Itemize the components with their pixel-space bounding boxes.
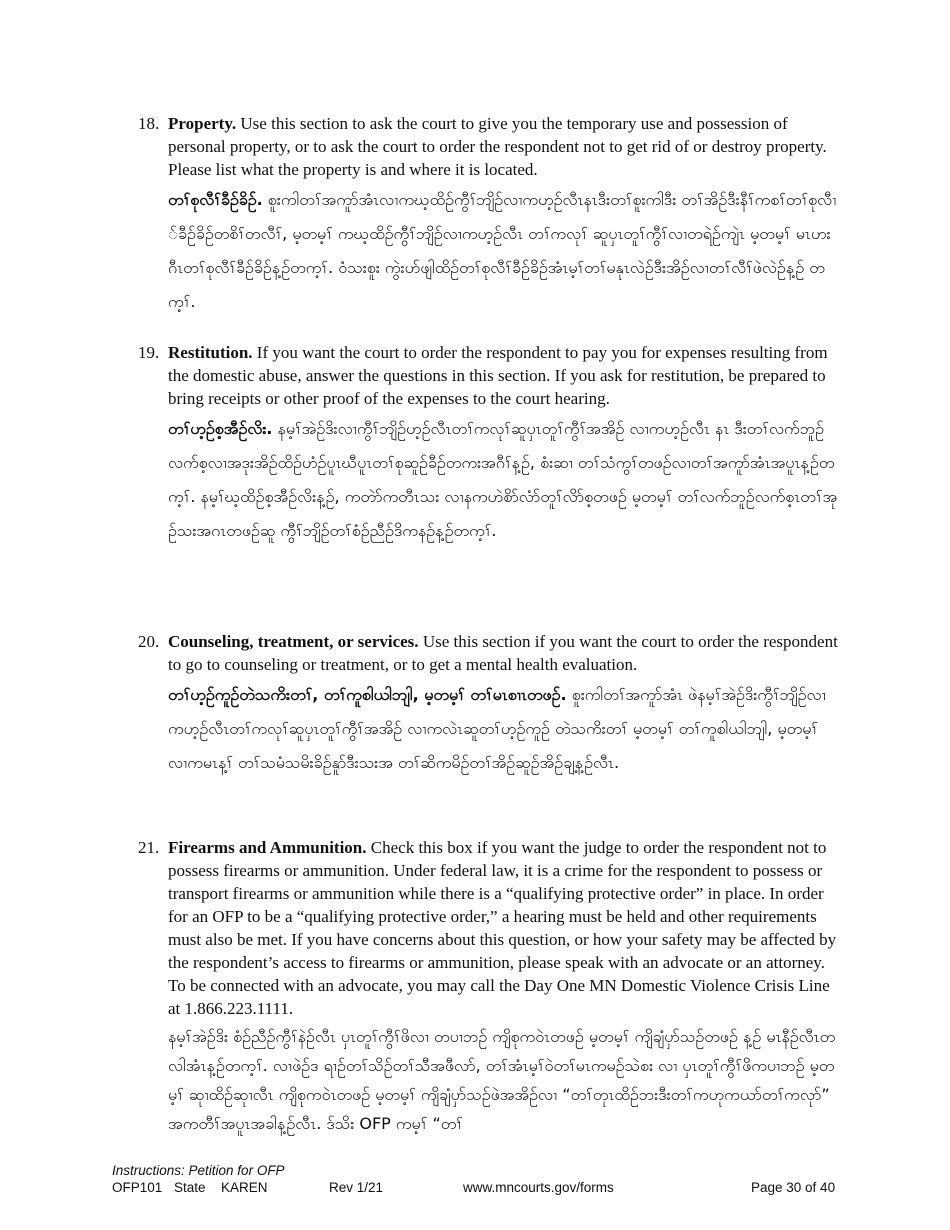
footer-state: State [174,1180,206,1195]
section-description: If you want the court to order the respondent to pay you for expenses resulting from the domestic abuse, answer the questions in this section. If you ask for restitution, be prepared to bring receipts or other proof of the expenses to the court hearing. [168,343,828,408]
section-karen-heading: တၢ်ဟ့ဉ်ကူဉ်တဲသကိးတၢ်, တၢ်ကူစါယါဘျါ, မ့တမ့ၢ် တၢ်မၤစၢၤတဖဉ်. [168,685,567,704]
section-counseling [138,630,838,780]
section-firearms [138,836,838,1138]
section-heading: Restitution. [168,343,253,362]
section-karen-description: စူးကါတၢ်အကူာ်အံၤလၢကဃ့ထိဉ်ကွီၢ်ဘျိဉ်လၢကဟ့ဉ်လီၤနၤဒီးတၢ်စူးကါဒီး တၢ်အိဉ်ဒီးနီၢ်ကစၢ်တၢ်စုလီၢ်ခီဉ်ခိဉ်တစိၢ်တလီၢ်, မ့တမ့ၢ် ကဃ့ထိဉ်ကွီၢ်ဘျိဉ်လၢကဟ့ဉ်လီၤ တၢ်ကလုၢ် ဆူပှၤတူၢ်ကွီၢ်လၢတရဲဉ်ကျဲၤ မ့တမ့ၢ် မၤဟးဂီၤတၢ်စုလီၢ်ခီဉ်ခိဉ်န့ဉ်တက့ၢ်. ဝံသးစူး ကွဲးဟ်ဖျါထိဉ်တၢ်စုလီၢ်ခီဉ်ခိဉ်အံၤမ့ၢ်တၢ်မနုၤလဲဉ်ဒီးအိဉ်လၢတၢ်လီၢ်ဖဲလဲဉ်န့ဉ် တက့ၢ်. [168,190,837,311]
section-karen-text [168,678,838,780]
footer-title: Instructions: Petition for OFP [112,1163,285,1178]
section-number: 18. [138,114,160,133]
section-heading: Property. [168,114,237,133]
section-number: 20. [138,632,160,651]
section-english-text [168,341,838,410]
footer-revision: Rev 1/21 [329,1180,384,1195]
section-english-text [168,630,838,676]
section-heading: Firearms and Ammunition. [168,838,367,857]
footer-meta-row [112,1180,842,1198]
section-description: Use this section to ask the court to give you the temporary use and possession of personal property, or to ask the court to order the respondent not to get rid of or destroy property. Please list what the property is and where it is located. [168,114,827,179]
footer-form-code: OFP101 [112,1180,163,1195]
section-karen-heading: တၢ်ဟ့ဉ်စ့အီဉ်လိး. [168,419,273,438]
section-karen-text [168,183,838,319]
section-karen-heading: တၢ်စုလီၢ်ခီဉ်ခိဉ်. [168,190,263,209]
footer-page-number: Page 30 of 40 [751,1180,836,1195]
footer-url: www.mncourts.gov/forms [463,1180,614,1195]
section-karen-text [168,1022,838,1138]
section-karen-description: နမ့ၢ်အဲဉ်ဒိးလၢကွီၢ်ဘျိဉ်ဟ့ဉ်လီၤတၢ်ကလုၢ်ဆူပှၤတူၢ်ကွီၢ်အအိဉ် လၢကဟ့ဉ်လီၤ နၤ ဒီးတၢ်လက်ဘူဉ်လက်စ့လၢအဒုးအိဉ်ထိဉ်ဟံဉ်ပူၤဃီပူၤတၢ်စုဆူဉ်ခီဉ်တကးအဂီၢ်န့ဉ်, စံးဆၢ တၢ်သံကွၢ်တဖဉ်လၢတၢ်အကူာ်အံၤအပူၤန့ဉ်တက့ၢ်. နမ့ၢ်ဃ့ထိဉ်စ့အီဉ်လိးန့ဉ်, ကတဲာ်ကတီၤသး လၢနကဟဲစိာ်လံာ်တူၢ်လိာ်စ့တဖဉ် မ့တမ့ၢ် တၢ်လက်ဘူဉ်လက်စ့ၤတၢ်အုဉ်သးအဂၤတဖဉ်ဆူ ကွီၢ်ဘျိဉ်တၢ်စံဉ်ညီဉ်ဒိကနဉ်န့ဉ်တက့ၢ်. [168,419,838,540]
section-number: 21. [138,838,160,857]
section-karen-description: နမ့ၢ်အဲဉ်ဒိး စံဉ်ညီဉ်ကွီၢ်နဲဉ်လီၤ ပှၤတူၢ်ကွီၢ်ဖိလၢ တပၢဘဉ် ကျိစုကဝဲၤတဖဉ် မ့တမ့ၢ် ကျိချံပှာ်သဉ်တဖဉ် န့ဉ် မၤနီဉ်လီၤတလါအံၤန့ဉ်တက့ၢ်. လၢဖဲဉ်ဒ ရၢဉ်တၢ်သိဉ်တၢ်သီအဖီလာ်, တၢ်အံၤမ့ၢ်ဝဲတၢ်မၤကမဉ်သဲစး လၢ ပှၤတူၢ်ကွီၢ်ဖိကပၢဘဉ် မ့တမ့ၢ် ဆုၢထိဉ်ဆုၢလီၤ ကျိစုကဝဲၤတဖဉ် မ့တမ့ၢ် ကျိချံပှာ်သဉ်ဖဲအအိဉ်လၢ “တၢ်တုၤထိဉ်ဘးဒီးတၢ်ကဟုကယာ်တၢ်ကလုာ်” အကတီၢ်အပူၤအခါန့ဉ်လီၤ. ဒ်သိး OFP ကမ့ၢ် “တၢ် [168,1027,836,1133]
section-heading: Counseling, treatment, or services. [168,632,419,651]
section-description: Check this box if you want the judge to order the respondent not to possess firearms or ammunition. Under federal law, it is a crime for the respondent to possess or transport firearms or ammunition while there is a “qualifying protective order” in place. In order for an OFP to be a “qualifying protective order,” a hearing must be held and other requirements must also be met. If you have concerns about this question, or how your safety may be affected by the respondent’s access to firearms or ammunition, please speak with an advocate or an attorney. To be connected with an advocate, you may call the Day One MN Domestic Violence Crisis Line at 1.866.223.1111. [168,838,837,1018]
section-number: 19. [138,343,160,362]
section-description: Use this section if you want the court to order the respondent to go to counseling or treatment, or to get a mental health evaluation. [168,632,838,674]
section-english-text [168,836,838,1020]
footer-language: KAREN [221,1180,268,1195]
section-karen-text [168,412,838,548]
section-english-text [168,112,838,181]
section-karen-description: စူးကါတၢ်အကူာ်အံၤ ဖဲနမ့ၢ်အဲဉ်ဒိးကွီၢ်ဘျိဉ်လၢကဟ့ဉ်လီၤတၢ်ကလုၢ်ဆူပှၤတူၢ်ကွီၢ်အအိဉ် လၢကလဲၤဆူတၢ်ဟ့ဉ်ကူဉ် တဲသကိးတၢ် မ့တမ့ၢ် တၢ်ကူစါယါဘျါ, မ့တမ့ၢ် လၢကမၤန့ၢ် တၢ်သမံသမိးခိဉ်နူာ်ဒီးသးအ တၢ်ဆိကမိဉ်တၢ်အိဉ်ဆူဉ်အိဉ်ချ့န့ဉ်လီၤ. [168,685,826,772]
page-footer [112,1163,842,1198]
section-restitution [138,341,838,548]
section-property [138,112,838,319]
